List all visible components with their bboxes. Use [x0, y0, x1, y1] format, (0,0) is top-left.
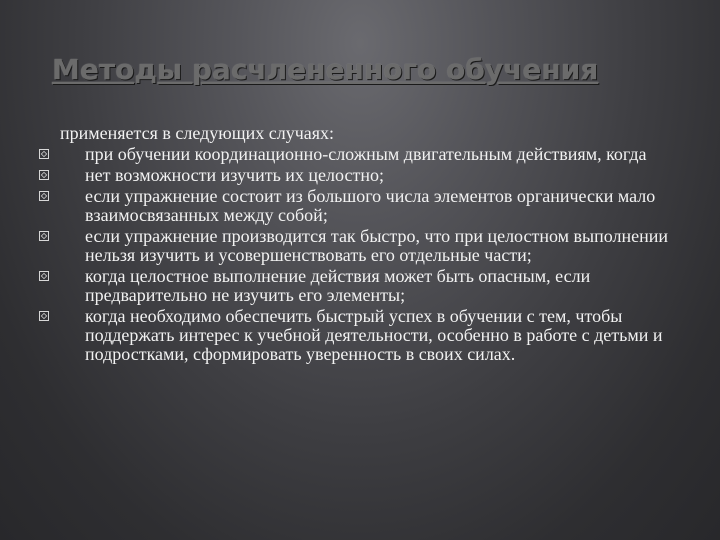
list-item-text: когда целостное выполнение действия может быть опасным, если предварительно не изучить его элементы; [85, 266, 591, 305]
square-diamond-bullet-icon [39, 231, 49, 241]
slide-title: Методы расчлененного обучения [52, 53, 599, 86]
list-item-text: если упражнение производится так быстро, что при целостном выполнении нельзя изучить и усовершенствовать его отдельные части; [85, 226, 669, 265]
square-diamond-bullet-icon [39, 311, 49, 321]
list-item [60, 307, 690, 364]
list-item [60, 187, 690, 225]
list-item-text: при обучении координационно-сложным двигательным действиям, когда [85, 144, 647, 164]
list-item [60, 267, 690, 305]
square-diamond-bullet-icon [39, 149, 49, 159]
list-item [60, 227, 690, 265]
square-diamond-bullet-icon [39, 170, 49, 180]
square-diamond-bullet-icon [39, 191, 49, 201]
square-diamond-bullet-icon [39, 271, 49, 281]
list-item-text: если упражнение состоит из большого числа элементов органически мало взаимосвязанных между собой; [85, 186, 656, 225]
list-item [60, 166, 690, 185]
list-item-text: когда необходимо обеспечить быстрый успех в обучении с тем, чтобы поддержать интерес к учебной деятельности, особенно в работе с детьми и подростками, сформировать уверенность в своих силах. [85, 306, 663, 364]
intro-text: применяется в следующих случаях: [60, 123, 335, 143]
list-item-text: нет возможности изучить их целостно; [85, 165, 384, 185]
list-item [60, 145, 690, 164]
slide-content [60, 124, 690, 366]
bullet-list [60, 145, 690, 364]
